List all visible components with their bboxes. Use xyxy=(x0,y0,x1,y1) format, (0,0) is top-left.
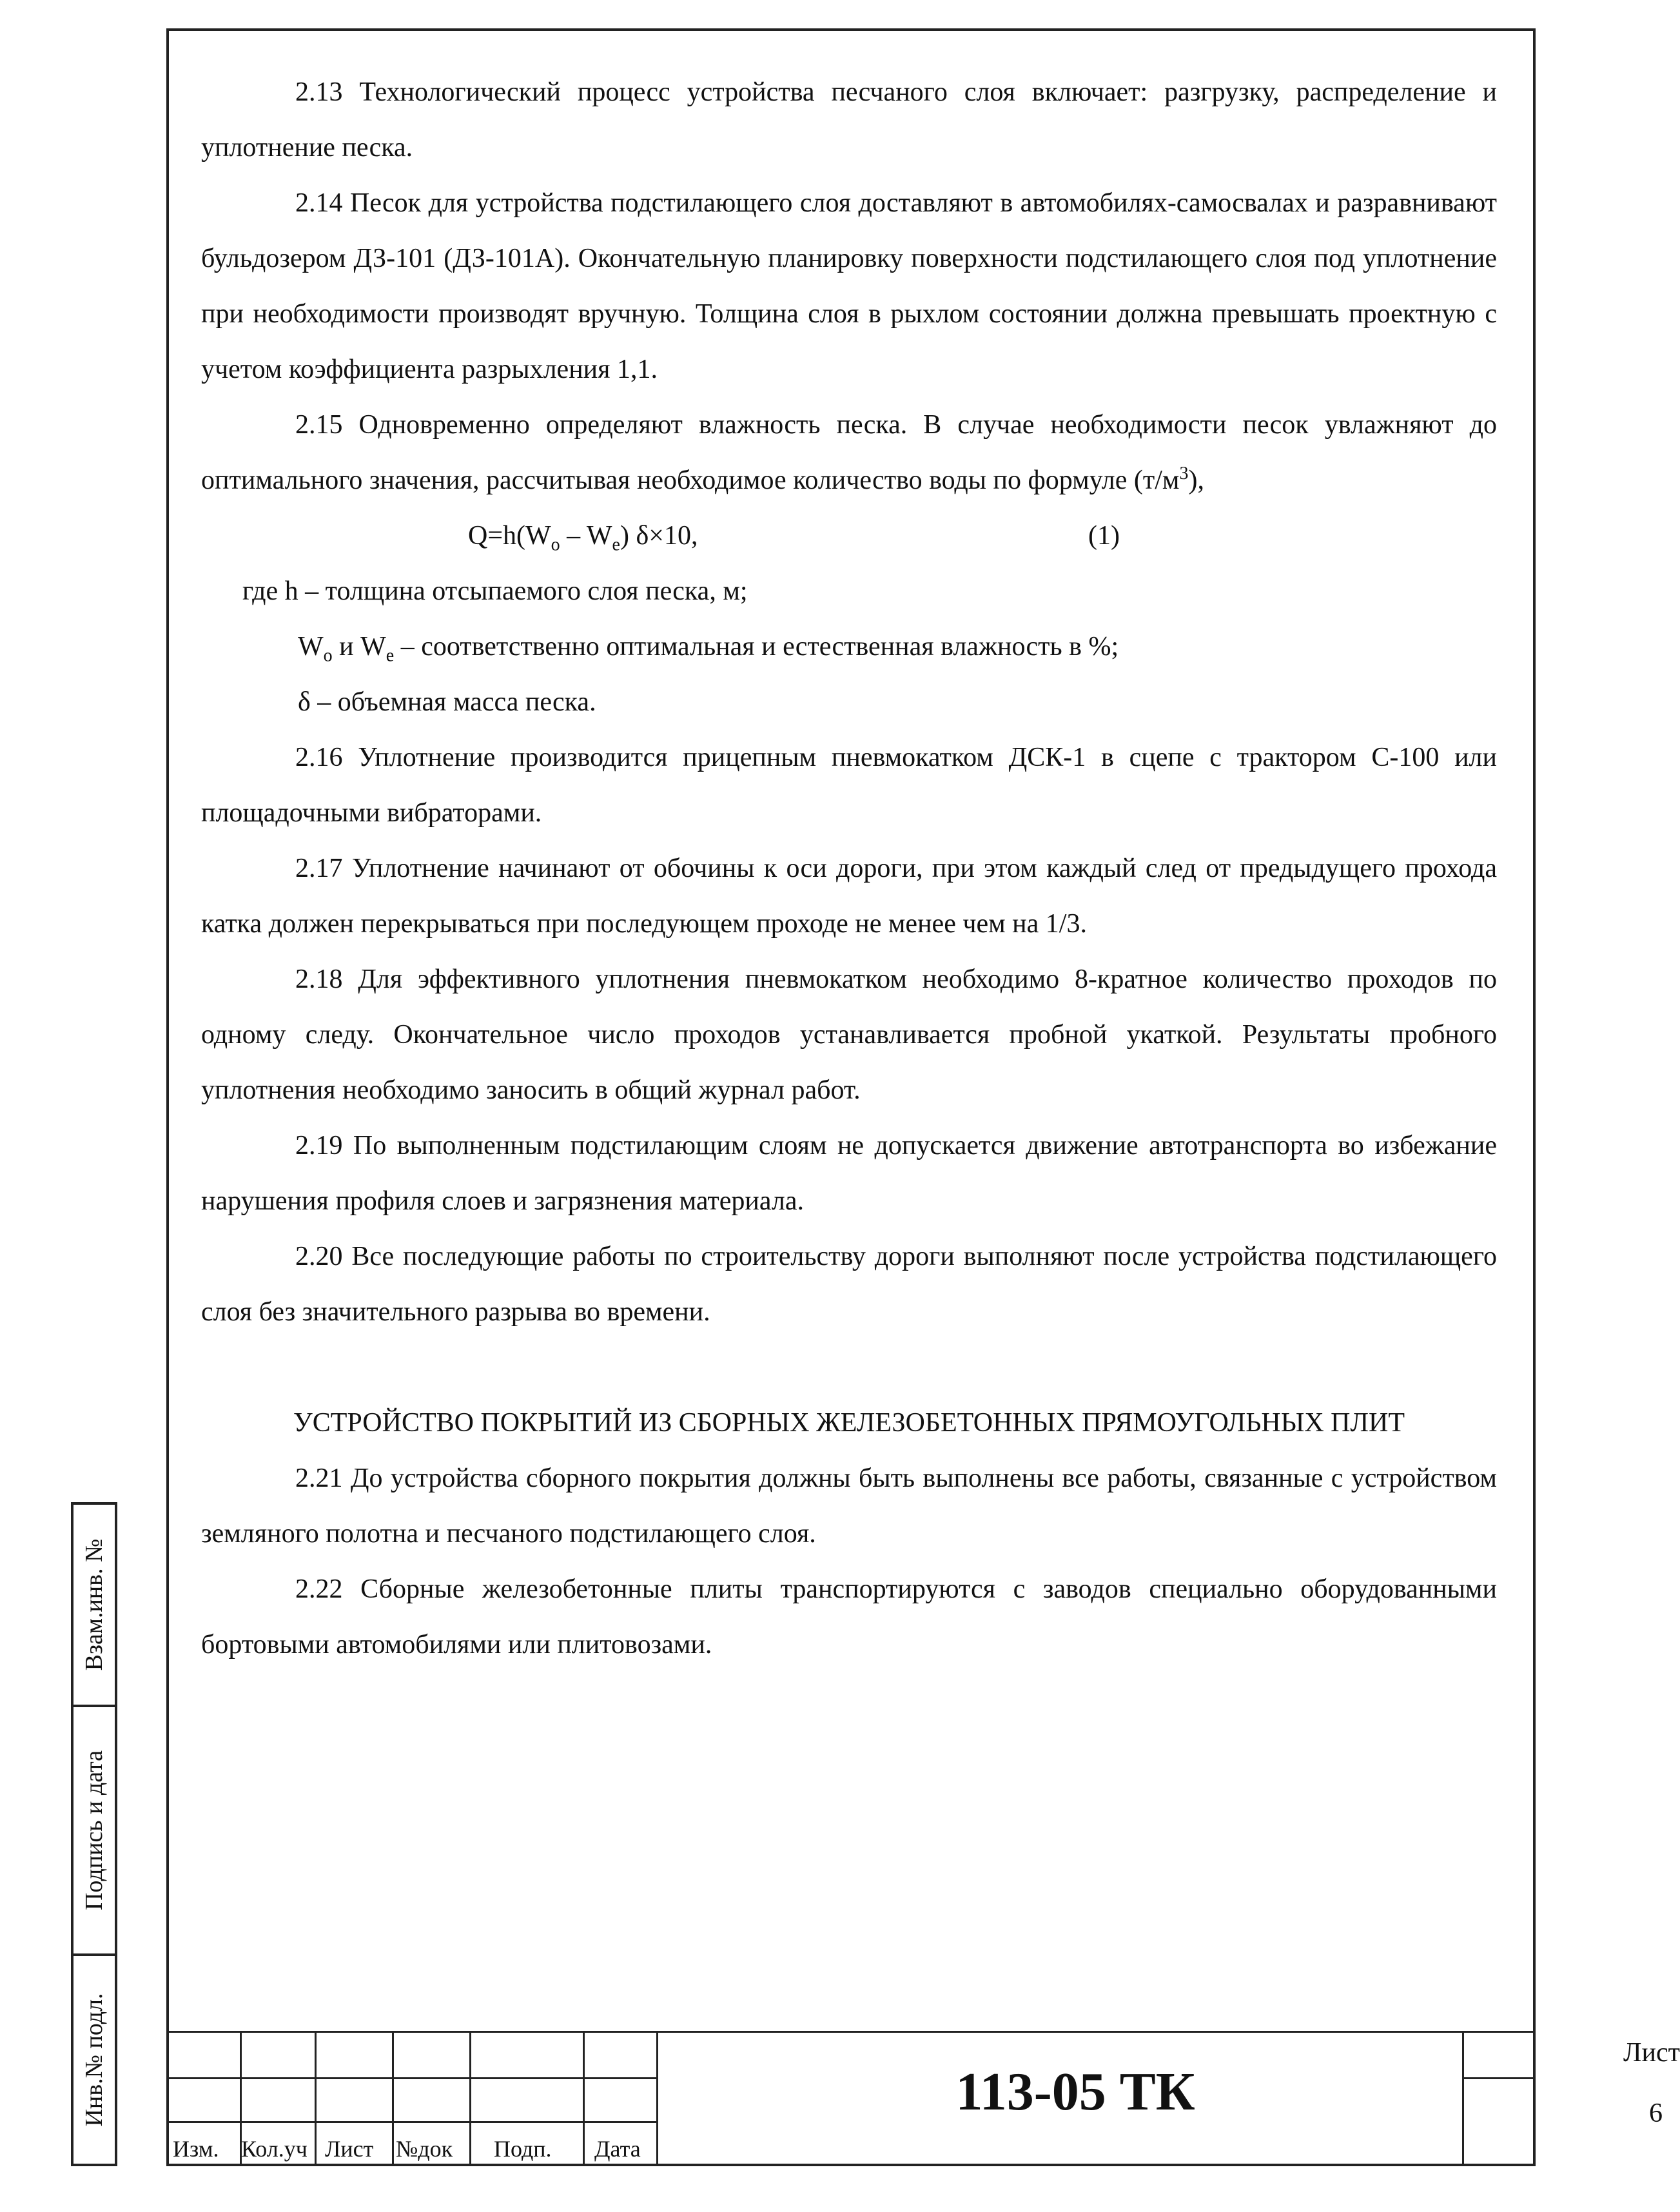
document-body xyxy=(201,64,1497,1672)
formula-where-h: где h – толщина отсыпаемого слоя песка, м; xyxy=(242,576,748,606)
formula-number: (1) xyxy=(1088,521,1120,551)
document-code: 113-05 ТК xyxy=(955,2062,1195,2122)
stamp-label-podp: Подп. xyxy=(494,2136,552,2162)
paragraph-2-18: 2.18 Для эффективного уплотнения пневмокатком необходимо 8-кратное количество проходов по одному следу. Окончательное число проходов устанавливается пробной укаткой. Результаты пробного уплотнения необходимо заносить в общий журнал работ. xyxy=(201,964,1497,1105)
paragraph-2-17: 2.17 Уплотнение начинают от обочины к оси дороги, при этом каждый след от предыдущего прохода катка должен перекрываться при последующем проходе не менее чем на 1/3. xyxy=(201,854,1497,939)
stamp-label-data: Дата xyxy=(594,2136,641,2162)
paragraph-2-15: 2.15 Одновременно определяют влажность песка. В случае необходимости песок увлажняют до оптимального значения, рассчитывая необходимое количество воды по формуле $(т/м^3)$, xyxy=(201,410,1497,495)
stamp-rule xyxy=(469,2031,471,2166)
title-block xyxy=(166,2031,1680,2166)
paragraph-2-19: 2.19 По выполненным подстилающим слоям не допускается движение автотранспорта во избежание нарушения профиля слоев и загрязнения материала. xyxy=(201,1131,1497,1216)
section-heading: УСТРОЙСТВО ПОКРЫТИЙ ИЗ СБОРНЫХ ЖЕЛЕЗОБЕТОННЫХ ПРЯМОУГОЛЬНЫХ ПЛИТ xyxy=(293,1408,1405,1438)
stamp-rule xyxy=(392,2031,394,2166)
stamp-label-list: Лист xyxy=(325,2136,374,2162)
paragraph-2-20: 2.20 Все последующие работы по строительству дороги выполняют после устройства подстилающего слоя без значительного разрыва во времени. xyxy=(201,1242,1497,1327)
paragraph-2-21: 2.21 До устройства сборного покрытия должны быть выполнены все работы, связанные с устройством земляного полотна и песчаного подстилающего слоя. xyxy=(201,1463,1497,1549)
side-stamp-inv: Инв.№ подл. xyxy=(71,1953,117,2166)
formula-1 xyxy=(201,508,1497,563)
formula-where-delta: δ – объемная масса песка. xyxy=(298,687,596,717)
paragraph-2-16: 2.16 Уплотнение производится прицепным пневмокатком ДСК-1 в сцепе с трактором С-100 или площадочными вибраторами. xyxy=(201,743,1497,828)
stamp-label-ndok: №док xyxy=(396,2136,453,2162)
sheet-number: 6 xyxy=(1649,2099,1663,2128)
stamp-label-izm: Изм. xyxy=(173,2136,219,2162)
paragraph-2-22: 2.22 Сборные железобетонные плиты транспортируются с заводов специально оборудованными бортовыми автомобилями или плитовозами. xyxy=(201,1574,1497,1659)
stamp-label-kol: Кол.уч xyxy=(241,2136,308,2162)
formula-where-w: $W_o$ и $W_e$ – соответственно оптимальная и естественная влажность в %; xyxy=(298,632,1119,666)
stamp-rule xyxy=(583,2031,585,2166)
side-stamp-podpis: Подпись и дата xyxy=(71,1705,117,1956)
paragraph-2-14: 2.14 Песок для устройства подстилающего слоя доставляют в автомобилях-самосвалах и разравнивают бульдозером ДЗ-101 (ДЗ-101А). Окончательную планировку поверхности подстилающего слоя под уплотнение при необходимости производят вручную. Толщина слоя в рыхлом состоянии должна превышать проектную с учетом коэффициента разрыхления 1,1. xyxy=(201,188,1497,384)
stamp-rule xyxy=(166,2031,1536,2033)
side-stamp-vzam: Взам.инв. № xyxy=(71,1502,117,1707)
stamp-rule xyxy=(315,2031,317,2166)
sheet-label: Лист xyxy=(1623,2038,1680,2068)
paragraph-2-13: 2.13 Технологический процесс устройства песчаного слоя включает: разгрузку, распределение и уплотнение песка. xyxy=(201,77,1497,162)
formula-expression: $Q=h(W_o - W_e)$ δ×10, xyxy=(468,521,698,555)
